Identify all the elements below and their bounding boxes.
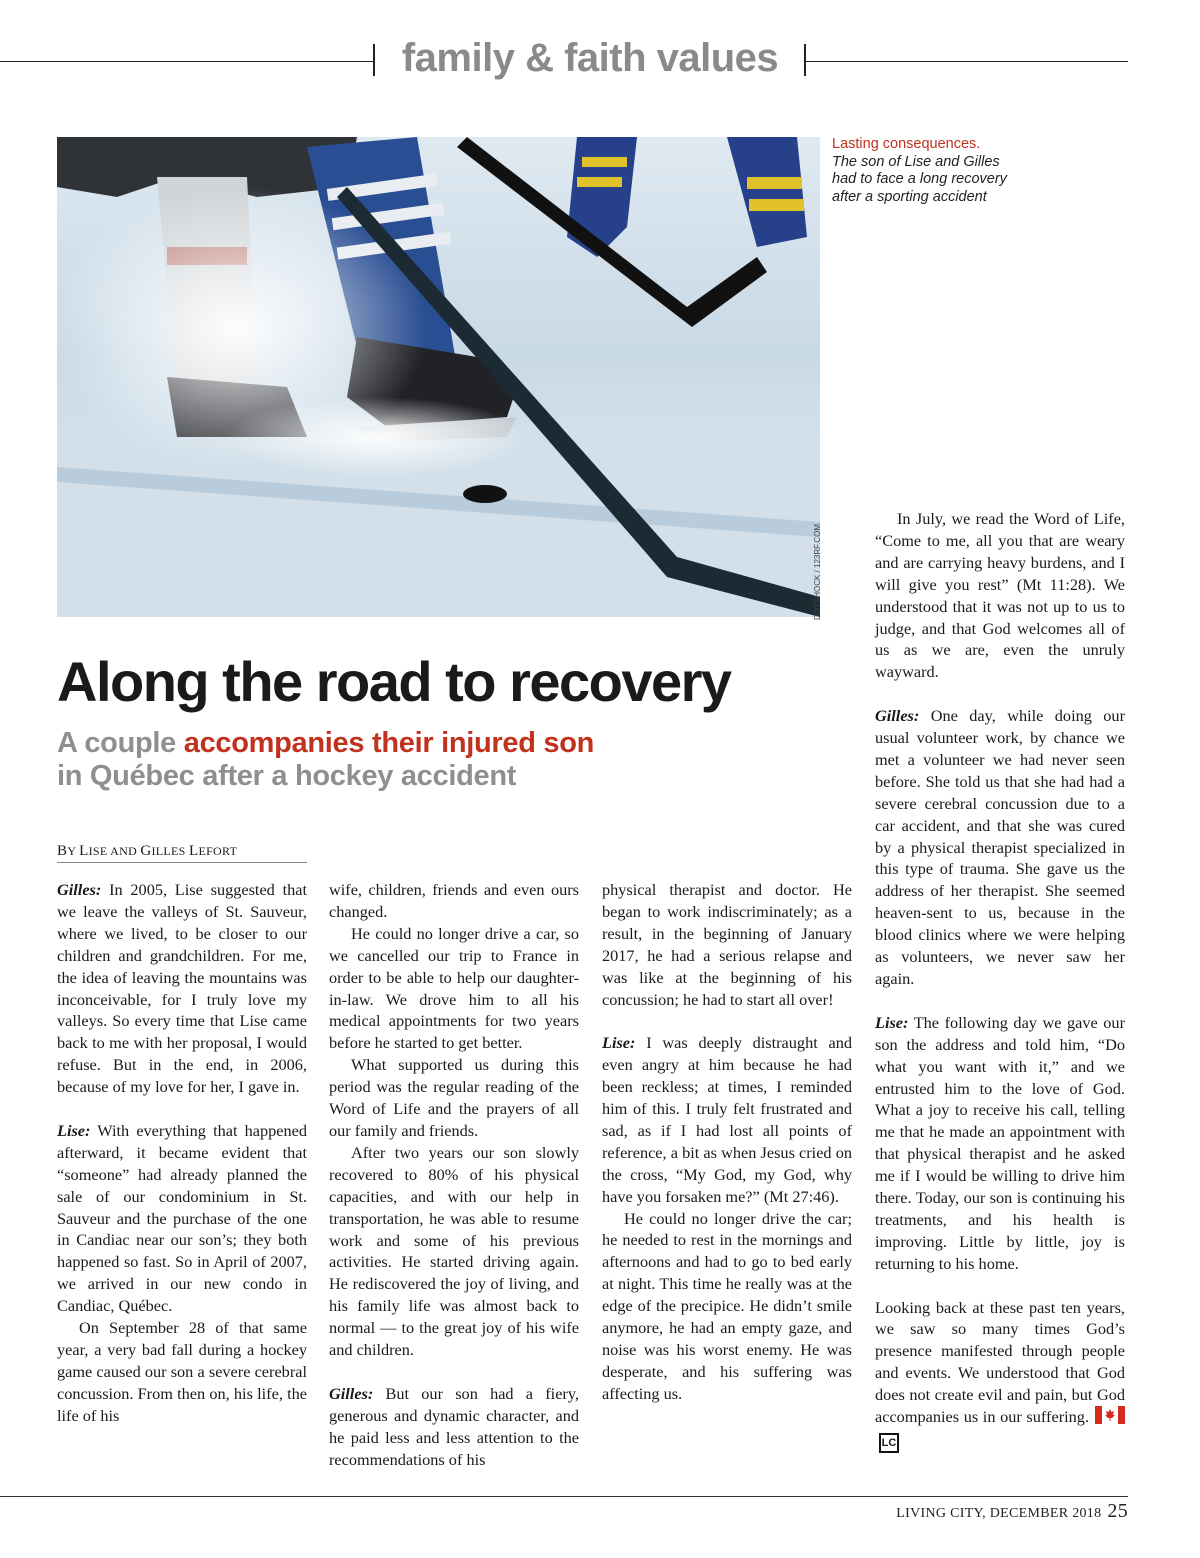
paragraph-text: But our son had a fiery, generous and dynamic character, and he paid less and less attention to the recommendations of his xyxy=(329,1383,579,1469)
header-rule-left xyxy=(0,61,373,62)
page-number: 25 xyxy=(1107,1500,1128,1522)
magazine-issue: LIVING CITY, DECEMBER 2018 xyxy=(896,1506,1102,1521)
header-rule-right xyxy=(806,61,1128,62)
paragraph: In July, we read the Word of Life, “Come to me, all you that are weary and are carrying heavy burdens, and I will give you rest” (Mt 11:28). We understood that it was not up to us to judge, and that God welcomes all of us as we are, even the unruly wayward. xyxy=(875,509,1125,682)
paragraph: He could no longer drive a car, so we cancelled our trip to France in order to be able to help our daughter-in-law. We drove him to all his medical appointments for two years before he started to get better. xyxy=(329,923,579,1053)
article-column-1 xyxy=(57,879,307,1427)
page-footer xyxy=(896,1500,1128,1523)
paragraph xyxy=(602,1032,852,1207)
paragraph-text: The following day we gave our son the address and told him, “Do what you want with it,” and we entrusted him to the love of God. What a joy to receive his call, telling me that he made an appointment with that physical therapist and he asked me if I would be willing to drive him there. Today, our son is continuing his treatments, and his health is improving. Little by little, joy is returning to his home. xyxy=(875,1012,1125,1273)
byline-initial-2: G xyxy=(140,843,152,859)
paragraph: He could no longer drive the car; he needed to rest in the mornings and afternoons and had to go to bed early at night. This time he really was at the edge of the precipice. He didn’t smile anymore, he had an empty gaze, and noise was his worst enemy. He was desperate, and his suffering was affecting us. xyxy=(602,1208,852,1403)
speaker-label: Gilles: xyxy=(875,706,920,726)
paragraph-text: Looking back at these past ten years, we saw so many times God’s presence manifested through people and events. We understood that God does not create evil and pain, but God accompanies us in our suffering. xyxy=(875,1297,1125,1427)
footer-rule xyxy=(0,1496,1128,1497)
speaker-label: Lise: xyxy=(602,1033,636,1053)
speaker-label: Lise: xyxy=(875,1012,909,1032)
paragraph-text: One day, while doing our usual volunteer work, by chance we met a volunteer we had never seen before. She told us that she had had a severe cerebral concussion due to a car accident, and that she was cured by a physical therapist specialized in this type of trauma. She gave us the address of her therapist. She seemed heaven-sent to us, because in the blood clinics where we were helping as volunteers, we never saw her again. xyxy=(875,706,1125,989)
byline-by-rest: Y xyxy=(67,844,80,858)
subhead-part2: in Québec after a hockey accident xyxy=(57,760,517,792)
paragraph xyxy=(57,1120,307,1317)
paragraph: physical therapist and doctor. He began to work indiscriminately; as a result, in the beginning of January 2017, he had a serious relapse and was like at the beginning of his concussion; he had to start all over! xyxy=(602,880,852,1009)
byline xyxy=(57,843,307,863)
article-column-2 xyxy=(329,879,579,1470)
paragraph xyxy=(57,879,307,1098)
paragraph: wife, children, friends and even ours changed. xyxy=(329,880,579,921)
article-headline: Along the road to recovery xyxy=(57,650,731,713)
paragraph xyxy=(875,1012,1125,1275)
paragraph-text: I was deeply distraught and even angry at him because he had been reckless; at times, I reminded him of this. I truly felt frustrated and sad, as if I had lost all points of reference, a bit as when Jesus cried on the cross, “My God, my God, why have you forsaken me?” (Mt 27:46). xyxy=(602,1033,852,1206)
paragraph-text: With everything that happened afterward, it became evident that “someone” had already planned the sale of our condominium in St. Sauveur and the purchase of the one in Candiac near our son’s; they both happened so fast. So in April of 2007, we arrived in our new condo in Candiac, Québec. xyxy=(57,1120,307,1316)
byline-rest-1: ISE AND xyxy=(88,844,141,858)
byline-rest-2: ILLES xyxy=(151,844,189,858)
subhead-accent: accompanies their injured son xyxy=(183,727,595,759)
article-column-4 xyxy=(875,508,1125,1453)
paragraph: What supported us during this period was the regular reading of the Word of Life and the prayers of all our family and friends. xyxy=(329,1055,579,1140)
article-column-3 xyxy=(602,879,852,1405)
paragraph-text: In 2005, Lise suggested that we leave the valleys of St. Sauveur, where we lived, to be closer to our children and grandchildren. For me, the idea of leaving the mountains was inconceivable, for I truly love my valleys. So every time that Lise came back to me with her proposal, I would refuse. But in the end, in 2006, because of my love for her, I gave in. xyxy=(57,880,307,1097)
byline-initial-3: L xyxy=(188,843,199,859)
header-tick-right xyxy=(804,44,806,76)
header-tick-left xyxy=(373,44,375,76)
hockey-photo xyxy=(57,137,820,617)
photo-caption xyxy=(832,136,1022,206)
article-subhead xyxy=(57,727,837,793)
byline-rest-3: EFORT xyxy=(198,844,238,858)
paragraph xyxy=(875,705,1125,990)
living-city-logo: LC xyxy=(879,1433,899,1453)
speaker-label: Gilles: xyxy=(329,1383,374,1403)
section-title: family & faith values xyxy=(401,36,779,80)
paragraph: After two years our son slowly recovered to 80% of his physical capacities, and with our help in transportation, he was able to resume work and some of his previous activities. He started driving again. He rediscovered the joy of living, and his family life was almost back to normal — to the great joy of his wife and children. xyxy=(329,1142,579,1360)
speaker-label: Gilles: xyxy=(57,880,102,899)
speaker-label: Lise: xyxy=(57,1120,91,1140)
byline-initial-1: L xyxy=(79,843,89,859)
byline-by-initial: B xyxy=(57,843,68,859)
paragraph: On September 28 of that same year, a very bad fall during a hockey game caused our son a severe cerebral concussion. From then on, his life, the life of his xyxy=(57,1318,307,1425)
paragraph xyxy=(875,1297,1125,1453)
subhead-part1: A couple xyxy=(57,727,184,759)
caption-head: Lasting consequences. xyxy=(832,136,981,152)
caption-body: The son of Lise and Gilles had to face a long recovery after a sporting accident xyxy=(832,153,1007,205)
canada-flag-icon xyxy=(1095,1406,1125,1430)
photo-credit: DOTSHOCK / 123RF.COM xyxy=(813,523,822,620)
paragraph xyxy=(329,1383,579,1471)
